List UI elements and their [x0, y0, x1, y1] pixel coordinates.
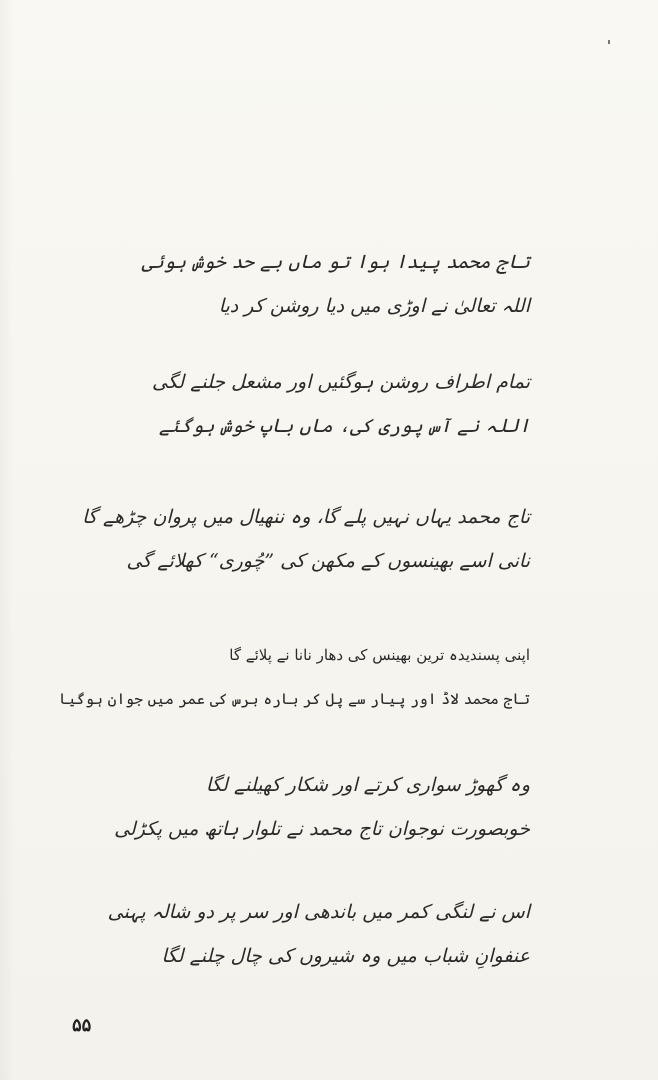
- stanza-2: [150, 360, 530, 448]
- verse-line: تاج محمد یہاں نہیں پلے گا، وہ ننھیال میں پروان چڑھے گا: [82, 506, 530, 528]
- stanza-4: [58, 633, 530, 721]
- margin-mark: [608, 40, 610, 44]
- verse-line: تاج محمد پیدا ہوا تو ماں بے حد خوش ہوئی: [141, 251, 530, 273]
- verse-line: تمام اطراف روشن ہوگئیں اور مشعل جلنے لگی: [152, 371, 530, 393]
- verse-line: خوبصورت نوجوان تاج محمد نے تلوار ہاتھ میں پکڑلی: [114, 818, 530, 840]
- verse-line: نانی اسے بھینسوں کے مکھن کی ”چُوری“ کھلائے گی: [126, 550, 530, 572]
- verse-line: اللہ تعالیٰ نے اوڑی میں دیا روشن کر دیا: [218, 295, 530, 317]
- verse-line: تاج محمد لاڈ اور پیار سے پل کر بارہ برس کی عمر میں جوان ہوگیا: [58, 690, 530, 708]
- stanza-6: [107, 890, 530, 978]
- verse-line: وہ گھوڑ سواری کرتے اور شکار کھیلنے لگا: [205, 774, 530, 796]
- stanza-1: [141, 240, 530, 328]
- verse-line: اپنی پسندیدہ ترین بھینس کی دھار نانا نے پلائے گا: [229, 646, 530, 664]
- stanza-3: [82, 495, 530, 583]
- stanza-5: [114, 763, 530, 851]
- verse-line: اس نے لنگی کمر میں باندھی اور سر پر دو شالہ پہنی: [107, 901, 530, 923]
- verse-line: اللہ نے آس پوری کی، ماں باپ خوش ہوگئے: [158, 415, 530, 437]
- page-number: ۵۵: [72, 1015, 92, 1036]
- verse-line: عنفوانِ شباب میں وہ شیروں کی چال چلنے لگا: [161, 945, 530, 967]
